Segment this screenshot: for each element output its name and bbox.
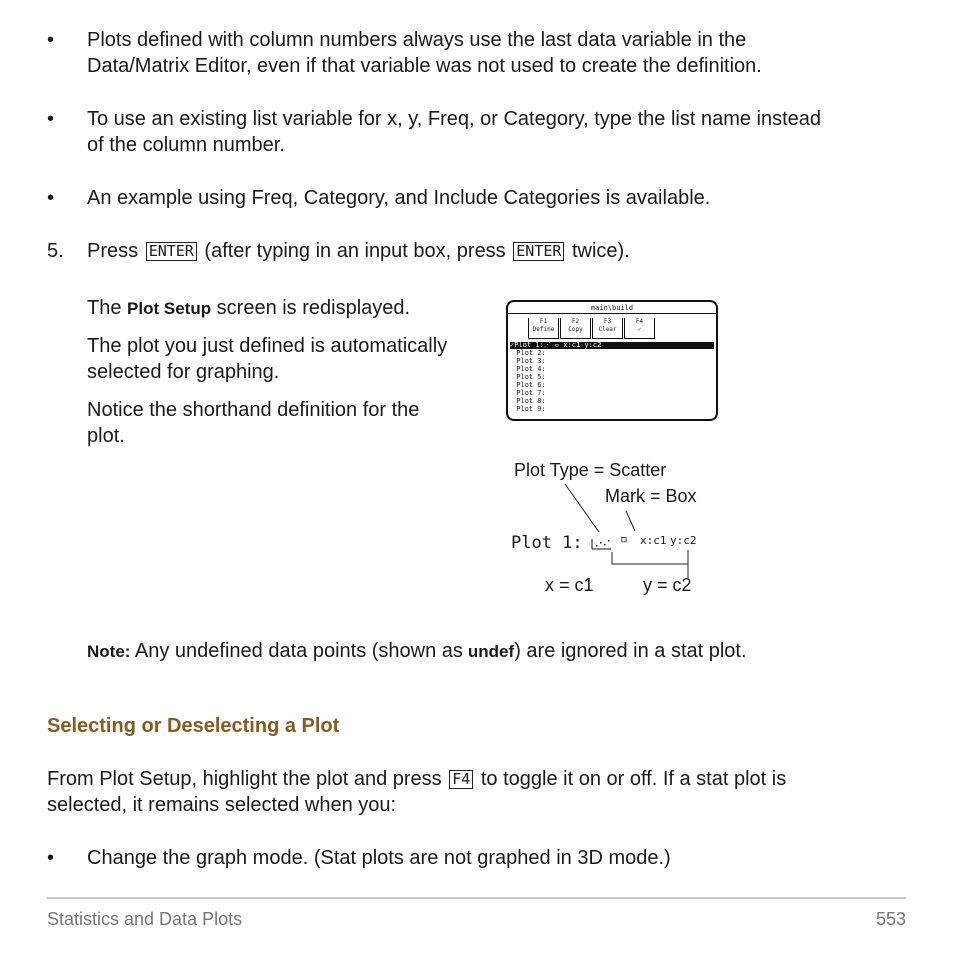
undef-term: undef [467,642,515,661]
step-middle: (after typing in an input box, press [204,240,506,262]
calc-plot-row: Plot 9: [512,405,546,413]
section-heading: Selecting or Deselecting a Plot [47,715,340,737]
footer-chapter: Statistics and Data Plots [47,909,243,929]
bullet-text-line: Data/Matrix Editor, even if that variable was not used to create the definition. [87,55,762,77]
calc-fkey-bar [528,318,656,339]
y-definition: y:c2 [670,534,697,547]
scatter-plot-icon [592,539,611,549]
step-number: 5. [47,240,64,262]
calc-plot-row: Plot 4: [512,365,546,373]
section-text: to toggle it on or off. If a stat plot is [480,768,787,790]
step-press: Press [87,240,139,262]
fkey-number: F3 [603,318,612,325]
section-paragraph [47,766,786,792]
label-mark: Mark = Box [605,486,697,506]
calc-plot-row: Plot 6: [512,381,546,389]
calc-plot-row: ✓Plot 1:⋰ ▫ x:c1 y:c2 [510,342,714,349]
desc-text: The [87,297,122,319]
note-text: Any undefined data points (shown as [134,640,463,662]
screen-desc-1 [87,295,410,322]
section-bullet-text: Change the graph mode. (Stat plots are not graphed in 3D mode.) [87,847,671,869]
label-y: y = c2 [643,575,692,595]
calc-plot-row: Plot 7: [512,389,546,397]
step-end: twice). [571,240,630,262]
f4-key: F4 [449,770,473,789]
calc-divider [508,313,716,314]
enter-key: ENTER [513,242,564,261]
callout-line-plot-type [565,484,599,532]
bullet-text-line: To use an existing list variable for x, y, Freq, or Category, type the list name instead [87,108,822,130]
box-mark-icon: ▫ [620,532,628,547]
x-definition: x:c1 [640,534,667,547]
calc-fkey-define [528,318,559,339]
step-text [87,238,630,264]
section-paragraph-line2: selected, it remains selected when you: [47,794,397,816]
calc-fkey-clear [592,318,623,339]
screen-desc-3: Notice the shorthand definition for the [87,399,420,421]
calc-fkey-check [624,318,655,339]
label-x: x = c1 [545,575,594,595]
note-label: Note: [87,642,131,661]
bullet-text-line: An example using Freq, Category, and Include Categories is available. [87,187,711,209]
desc-text: screen is redisplayed. [216,297,411,319]
fkey-number: F2 [571,318,580,325]
screen-desc-2: The plot you just defined is automatically [87,335,448,357]
fkey-label: Copy [568,326,583,333]
note [87,638,747,665]
fkey-label: Define [532,326,555,333]
note-text: ) are ignored in a stat plot. [514,640,747,662]
calc-title: main\build [590,304,634,312]
bullet-symbol: • [47,847,55,869]
bullet-text-line: of the column number. [87,134,285,156]
bullet-symbol: • [47,108,55,130]
fkey-label: Clear [598,326,617,333]
section-text: From Plot Setup, highlight the plot and press [47,768,442,790]
screen-desc-2b: selected for graphing. [87,361,280,383]
fkey-label: ✓ [637,326,642,333]
calc-plot-row: Plot 8: [512,397,546,405]
bullet-text-line: Plots defined with column numbers always use the last data variable in the [87,29,747,51]
bullet-symbol: • [47,29,55,51]
plot-setup-term: Plot Setup [127,299,212,318]
bullet-symbol: • [47,187,55,209]
calc-fkey-copy [560,318,591,339]
calc-plot-row: Plot 2: [512,349,546,357]
label-plot-type: Plot Type = Scatter [514,460,667,480]
fkey-number: F1 [539,318,548,325]
footer-divider [47,897,906,899]
footer-page-number: 553 [875,909,906,929]
callout-line-mark [626,511,635,531]
calc-plot-row: Plot 5: [512,373,546,381]
plot-1-label: Plot 1: [511,533,583,553]
screen-desc-3b: plot. [87,425,125,447]
calculator-screen [506,300,718,421]
enter-key: ENTER [146,242,197,261]
calc-plot-row: Plot 3: [512,357,546,365]
fkey-number: F4 [635,318,644,325]
callout-line-x [612,550,688,564]
